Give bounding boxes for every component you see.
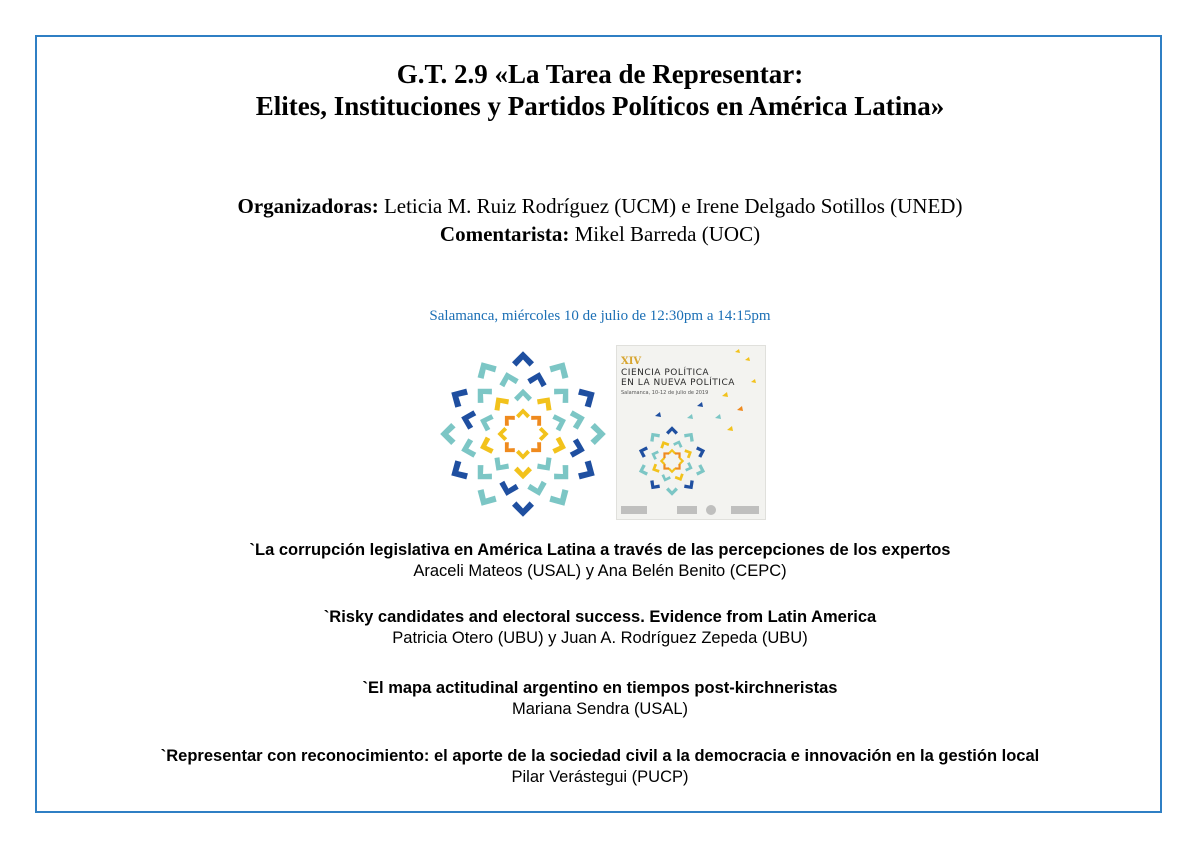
- organizers-names: Leticia M. Ruiz Rodríguez (UCM) e Irene Delgado Sotillos (UNED): [378, 194, 963, 218]
- paper-3: [0, 678, 1200, 720]
- poster-title-line2: EN LA NUEVA POLÍTICA: [621, 378, 735, 388]
- poster-subtitle: Salamanca, 10-12 de julio de 2019: [621, 390, 709, 396]
- poster-title-line1: CIENCIA POLÍTICA: [621, 368, 710, 378]
- paper-title: `Risky candidates and electoral success. Evidence from Latin America: [323, 608, 877, 626]
- paper-title: `La corrupción legislativa en América Latina a través de las percepciones de los expertos: [249, 541, 951, 559]
- commentator-label: Comentarista:: [439, 222, 570, 246]
- title-line-2: Elites, Instituciones y Partidos Políticos en América Latina»: [255, 91, 945, 121]
- commentator-name: Mikel Barreda (UOC): [569, 222, 761, 246]
- paper-authors: Patricia Otero (UBU) y Juan A. Rodríguez Zepeda (UBU): [392, 629, 808, 647]
- organizers-label: Organizadoras:: [237, 194, 379, 218]
- paper-4: [0, 746, 1200, 788]
- paper-authors: Pilar Verástegui (PUCP): [511, 768, 689, 786]
- paper-2: [0, 607, 1200, 649]
- paper-authors: Araceli Mateos (USAL) y Ana Belén Benito (CEPC): [413, 562, 787, 580]
- paper-authors: Mariana Sendra (USAL): [511, 700, 689, 718]
- paper-1: [0, 540, 1200, 582]
- congress-logo-image: [433, 348, 613, 520]
- paper-title: `Representar con reconocimiento: el aporte de la sociedad civil a la democracia e innovación en la gestión local: [160, 747, 1040, 765]
- poster-title: [621, 368, 735, 388]
- title-line-1: G.T. 2.9 «La Tarea de Representar:: [396, 59, 804, 89]
- poster-edition-number: XIV: [621, 356, 642, 367]
- session-date: Salamanca, miércoles 10 de julio de 12:30pm a 14:15pm: [429, 308, 771, 324]
- paper-title: `El mapa actitudinal argentino en tiempos post-kirchneristas: [362, 679, 838, 697]
- organizers-line: [0, 193, 1200, 219]
- congress-poster: [616, 345, 766, 520]
- commentator-line: [0, 221, 1200, 247]
